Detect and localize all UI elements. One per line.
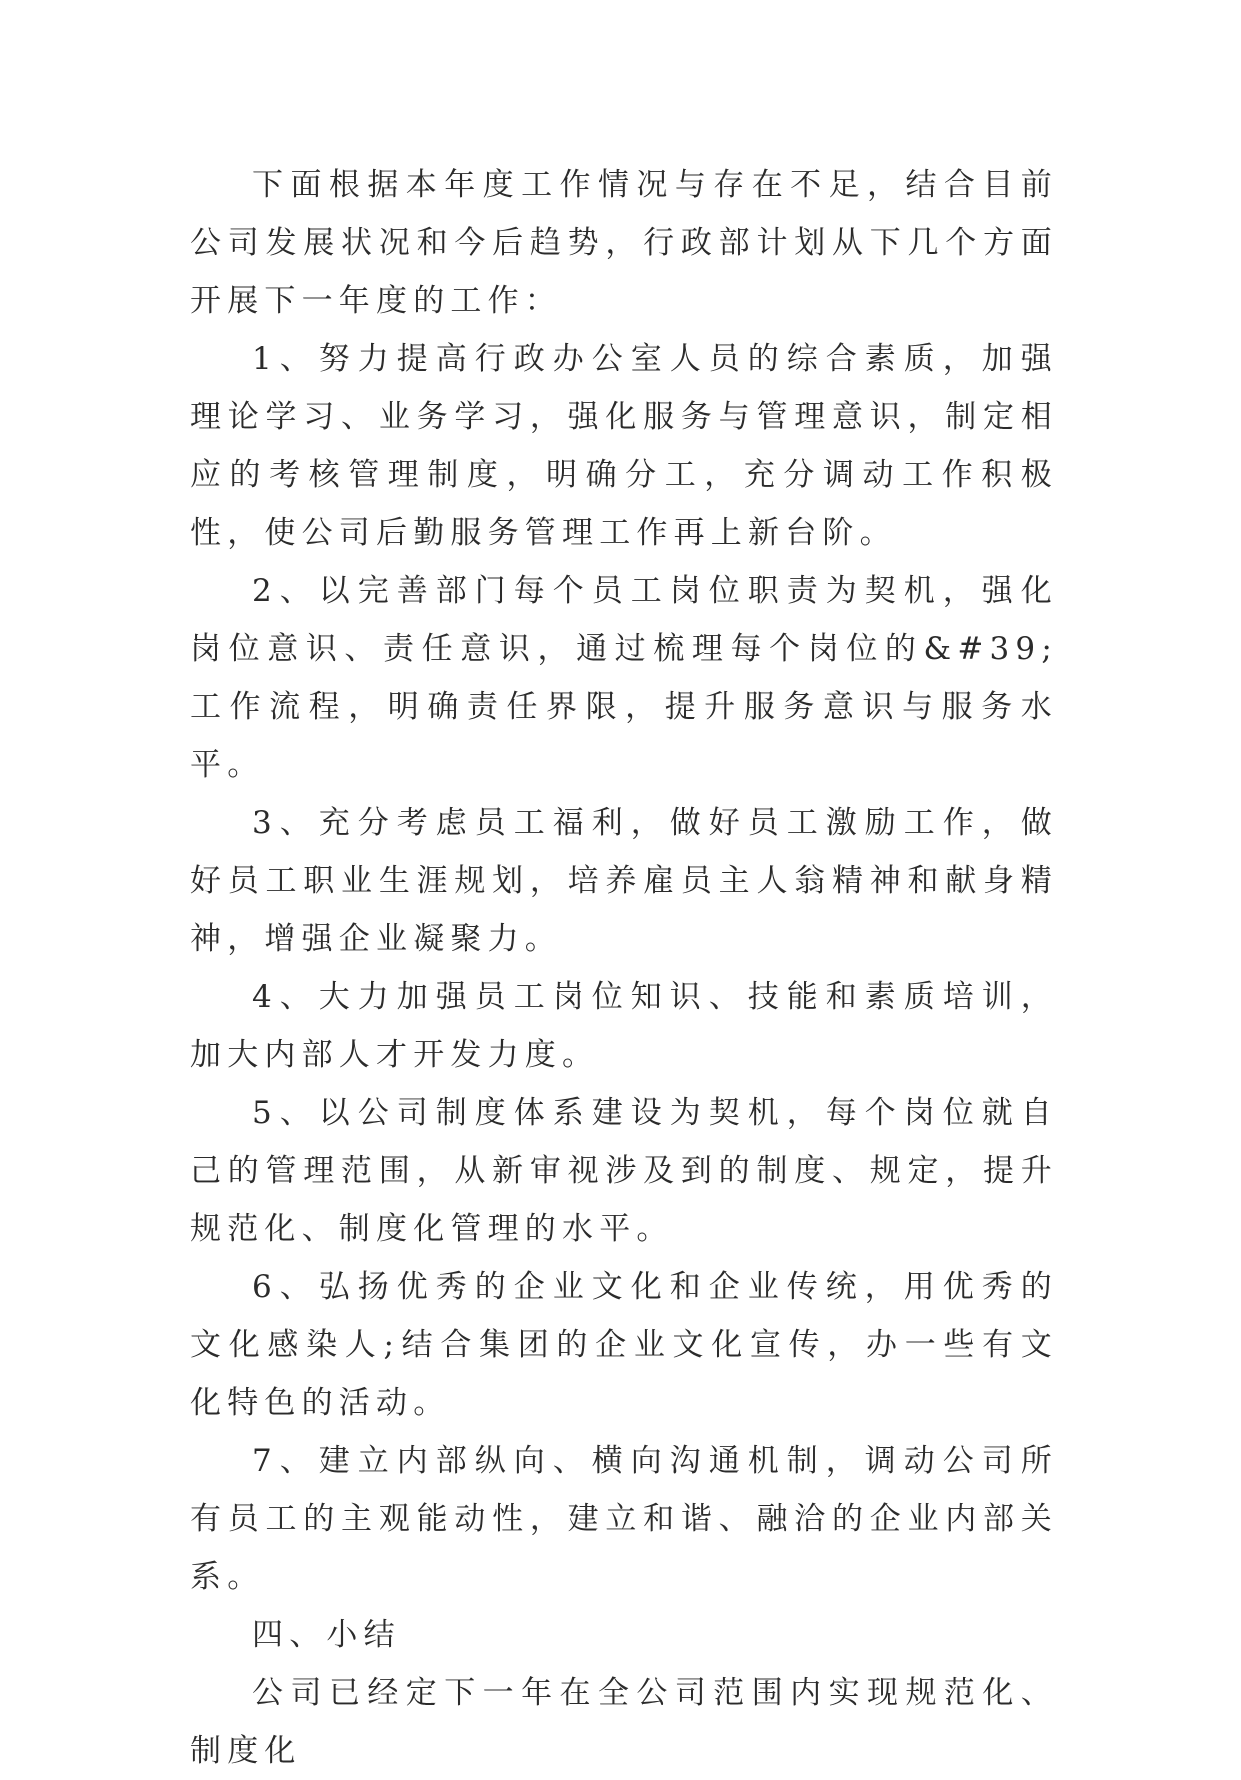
paragraph-item-4: 4、大力加强员工岗位知识、技能和素质培训，加大内部人才开发力度。 [190, 979, 1058, 1073]
section-heading-summary: 四、小结 [252, 1617, 401, 1653]
paragraph-item-2: 2、以完善部门每个员工岗位职责为契机，强化岗位意识、责任意识，通过梳理每个岗位的&#39;工作流程，明确责任界限，提升服务意识与服务水平。 [190, 573, 1058, 783]
paragraph-item-7: 7、建立内部纵向、横向沟通机制，调动公司所有员工的主观能动性，建立和谐、融洽的企业内部关系。 [190, 1443, 1058, 1595]
paragraph-item-6: 6、弘扬优秀的企业文化和企业传统，用优秀的文化感染人;结合集团的企业文化宣传，办一些有文化特色的活动。 [190, 1269, 1058, 1421]
paragraph-item-3: 3、充分考虑员工福利，做好员工激励工作，做好员工职业生涯规划，培养雇员主人翁精神和献身精神，增强企业凝聚力。 [190, 805, 1058, 957]
document-body [190, 156, 1058, 1780]
paragraph-item-1: 1、努力提高行政办公室人员的综合素质，加强理论学习、业务学习，强化服务与管理意识，制定相应的考核管理制度，明确分工，充分调动工作积极性，使公司后勤服务管理工作再上新台阶。 [190, 341, 1058, 551]
paragraph-summary: 公司已经定下一年在全公司范围内实现规范化、制度化 [190, 1675, 1058, 1769]
paragraph-intro: 下面根据本年度工作情况与存在不足，结合目前公司发展状况和今后趋势，行政部计划从下几个方面开展下一年度的工作： [190, 167, 1058, 319]
paragraph-item-5: 5、以公司制度体系建设为契机，每个岗位就自己的管理范围，从新审视涉及到的制度、规定，提升规范化、制度化管理的水平。 [190, 1095, 1058, 1247]
